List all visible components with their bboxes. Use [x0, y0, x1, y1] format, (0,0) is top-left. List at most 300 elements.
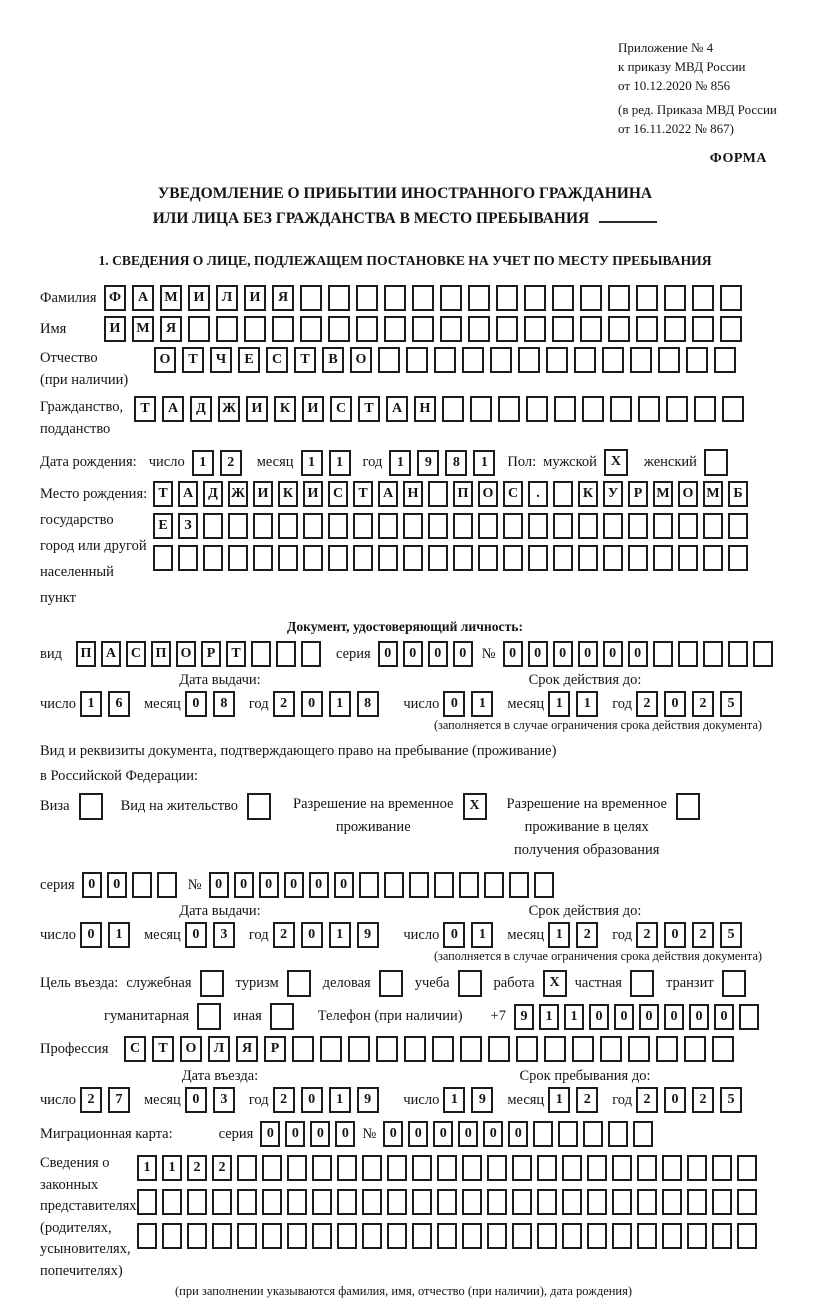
char-cell[interactable] — [503, 513, 523, 539]
char-cell[interactable] — [658, 347, 680, 373]
char-cell[interactable] — [678, 513, 698, 539]
char-cell[interactable]: Ж — [228, 481, 248, 507]
char-cell[interactable] — [600, 1036, 622, 1062]
char-cell[interactable]: О — [154, 347, 176, 373]
char-cell[interactable]: Н — [414, 396, 436, 422]
char-cell[interactable] — [303, 545, 323, 571]
char-cell[interactable] — [524, 285, 546, 311]
char-cell[interactable] — [694, 396, 716, 422]
char-cell[interactable]: 0 — [185, 1087, 207, 1113]
char-cell[interactable] — [132, 872, 152, 898]
char-cell[interactable]: 0 — [453, 641, 473, 667]
char-cell[interactable] — [653, 641, 673, 667]
char-cell[interactable] — [403, 513, 423, 539]
char-cell[interactable] — [487, 1189, 507, 1215]
char-cell[interactable] — [487, 1155, 507, 1181]
char-cell[interactable]: 0 — [260, 1121, 280, 1147]
char-cell[interactable]: Т — [358, 396, 380, 422]
char-cell[interactable]: X — [604, 449, 628, 476]
char-cell[interactable] — [612, 1189, 632, 1215]
char-cell[interactable] — [687, 1223, 707, 1249]
char-cell[interactable] — [490, 347, 512, 373]
char-cell[interactable]: 1 — [80, 691, 102, 717]
char-cell[interactable] — [602, 347, 624, 373]
char-cell[interactable] — [714, 347, 736, 373]
char-cell[interactable] — [312, 1223, 332, 1249]
char-cell[interactable] — [496, 285, 518, 311]
char-cell[interactable]: 0 — [383, 1121, 403, 1147]
char-cell[interactable] — [178, 545, 198, 571]
char-cell[interactable]: 0 — [528, 641, 548, 667]
char-cell[interactable] — [712, 1155, 732, 1181]
char-cell[interactable]: М — [160, 285, 182, 311]
char-cell[interactable] — [237, 1155, 257, 1181]
char-cell[interactable]: О — [180, 1036, 202, 1062]
char-cell[interactable]: 0 — [458, 1121, 478, 1147]
char-cell[interactable]: П — [151, 641, 171, 667]
char-cell[interactable] — [337, 1189, 357, 1215]
char-cell[interactable]: 0 — [664, 922, 686, 948]
char-cell[interactable]: 0 — [408, 1121, 428, 1147]
char-cell[interactable]: 2 — [273, 1087, 295, 1113]
char-cell[interactable] — [409, 872, 429, 898]
char-cell[interactable]: 2 — [636, 691, 658, 717]
char-cell[interactable]: З — [178, 513, 198, 539]
char-cell[interactable] — [262, 1155, 282, 1181]
char-cell[interactable] — [328, 513, 348, 539]
char-cell[interactable]: 1 — [192, 450, 214, 476]
char-cell[interactable] — [664, 285, 686, 311]
char-cell[interactable] — [664, 316, 686, 342]
char-cell[interactable] — [312, 1155, 332, 1181]
char-cell[interactable] — [587, 1155, 607, 1181]
char-cell[interactable]: 1 — [137, 1155, 157, 1181]
char-cell[interactable] — [662, 1189, 682, 1215]
char-cell[interactable]: 0 — [309, 872, 329, 898]
char-cell[interactable] — [437, 1155, 457, 1181]
char-cell[interactable]: 1 — [564, 1004, 584, 1030]
char-cell[interactable] — [356, 316, 378, 342]
char-cell[interactable] — [703, 513, 723, 539]
char-cell[interactable]: П — [76, 641, 96, 667]
char-cell[interactable]: 1 — [471, 691, 493, 717]
char-cell[interactable] — [692, 316, 714, 342]
char-cell[interactable] — [603, 513, 623, 539]
char-cell[interactable]: 2 — [636, 1087, 658, 1113]
char-cell[interactable]: 2 — [273, 691, 295, 717]
char-cell[interactable] — [628, 513, 648, 539]
char-cell[interactable]: С — [330, 396, 352, 422]
char-cell[interactable] — [684, 1036, 706, 1062]
char-cell[interactable] — [478, 513, 498, 539]
char-cell[interactable] — [387, 1189, 407, 1215]
char-cell[interactable]: Л — [208, 1036, 230, 1062]
char-cell[interactable] — [637, 1223, 657, 1249]
char-cell[interactable]: 0 — [503, 641, 523, 667]
char-cell[interactable]: 8 — [445, 450, 467, 476]
char-cell[interactable]: 2 — [576, 1087, 598, 1113]
char-cell[interactable] — [686, 347, 708, 373]
char-cell[interactable]: С — [328, 481, 348, 507]
char-cell[interactable] — [428, 481, 448, 507]
char-cell[interactable]: 2 — [212, 1155, 232, 1181]
char-cell[interactable]: 1 — [576, 691, 598, 717]
char-cell[interactable]: 2 — [576, 922, 598, 948]
char-cell[interactable] — [534, 872, 554, 898]
char-cell[interactable]: 5 — [720, 1087, 742, 1113]
char-cell[interactable] — [197, 1003, 221, 1030]
char-cell[interactable]: 0 — [185, 691, 207, 717]
char-cell[interactable] — [460, 1036, 482, 1062]
char-cell[interactable]: Р — [628, 481, 648, 507]
char-cell[interactable]: А — [378, 481, 398, 507]
char-cell[interactable] — [434, 872, 454, 898]
char-cell[interactable] — [378, 347, 400, 373]
char-cell[interactable] — [468, 316, 490, 342]
char-cell[interactable]: О — [478, 481, 498, 507]
char-cell[interactable] — [301, 641, 321, 667]
char-cell[interactable]: 0 — [301, 922, 323, 948]
char-cell[interactable] — [251, 641, 271, 667]
char-cell[interactable] — [162, 1189, 182, 1215]
char-cell[interactable] — [432, 1036, 454, 1062]
char-cell[interactable] — [253, 513, 273, 539]
char-cell[interactable]: 0 — [664, 1087, 686, 1113]
char-cell[interactable]: 0 — [664, 691, 686, 717]
char-cell[interactable] — [574, 347, 596, 373]
char-cell[interactable]: . — [528, 481, 548, 507]
char-cell[interactable] — [203, 545, 223, 571]
char-cell[interactable]: 0 — [589, 1004, 609, 1030]
char-cell[interactable] — [462, 1223, 482, 1249]
char-cell[interactable] — [572, 1036, 594, 1062]
char-cell[interactable] — [662, 1223, 682, 1249]
char-cell[interactable]: 0 — [301, 1087, 323, 1113]
char-cell[interactable] — [528, 513, 548, 539]
char-cell[interactable] — [653, 545, 673, 571]
char-cell[interactable]: 1 — [548, 1087, 570, 1113]
char-cell[interactable]: 1 — [108, 922, 130, 948]
char-cell[interactable] — [137, 1223, 157, 1249]
char-cell[interactable] — [608, 1121, 628, 1147]
char-cell[interactable] — [412, 1223, 432, 1249]
char-cell[interactable] — [637, 1155, 657, 1181]
char-cell[interactable]: С — [266, 347, 288, 373]
char-cell[interactable] — [387, 1155, 407, 1181]
char-cell[interactable] — [362, 1223, 382, 1249]
char-cell[interactable]: 0 — [310, 1121, 330, 1147]
char-cell[interactable]: 9 — [357, 1087, 379, 1113]
char-cell[interactable]: А — [386, 396, 408, 422]
char-cell[interactable]: 0 — [234, 872, 254, 898]
char-cell[interactable] — [587, 1189, 607, 1215]
char-cell[interactable] — [212, 1223, 232, 1249]
char-cell[interactable]: И — [188, 285, 210, 311]
char-cell[interactable]: Р — [201, 641, 221, 667]
char-cell[interactable] — [228, 545, 248, 571]
char-cell[interactable] — [582, 396, 604, 422]
char-cell[interactable]: 0 — [107, 872, 127, 898]
char-cell[interactable] — [328, 545, 348, 571]
char-cell[interactable]: 7 — [108, 1087, 130, 1113]
char-cell[interactable] — [712, 1189, 732, 1215]
char-cell[interactable] — [312, 1189, 332, 1215]
char-cell[interactable] — [384, 316, 406, 342]
char-cell[interactable]: О — [678, 481, 698, 507]
char-cell[interactable] — [537, 1189, 557, 1215]
char-cell[interactable]: X — [543, 970, 567, 997]
char-cell[interactable] — [628, 545, 648, 571]
char-cell[interactable] — [212, 1189, 232, 1215]
char-cell[interactable] — [662, 1155, 682, 1181]
char-cell[interactable] — [404, 1036, 426, 1062]
char-cell[interactable] — [440, 285, 462, 311]
char-cell[interactable]: 0 — [80, 922, 102, 948]
char-cell[interactable] — [583, 1121, 603, 1147]
char-cell[interactable]: Ч — [210, 347, 232, 373]
char-cell[interactable]: 1 — [329, 1087, 351, 1113]
char-cell[interactable]: И — [253, 481, 273, 507]
char-cell[interactable]: 5 — [720, 922, 742, 948]
char-cell[interactable] — [562, 1155, 582, 1181]
char-cell[interactable]: 0 — [433, 1121, 453, 1147]
char-cell[interactable]: Я — [236, 1036, 258, 1062]
char-cell[interactable] — [687, 1189, 707, 1215]
char-cell[interactable]: 2 — [636, 922, 658, 948]
char-cell[interactable]: 0 — [664, 1004, 684, 1030]
char-cell[interactable]: 1 — [473, 450, 495, 476]
char-cell[interactable] — [678, 641, 698, 667]
char-cell[interactable]: 0 — [284, 872, 304, 898]
char-cell[interactable] — [562, 1223, 582, 1249]
char-cell[interactable]: 9 — [471, 1087, 493, 1113]
char-cell[interactable] — [630, 970, 654, 997]
char-cell[interactable] — [287, 970, 311, 997]
char-cell[interactable]: 0 — [508, 1121, 528, 1147]
char-cell[interactable] — [498, 396, 520, 422]
char-cell[interactable]: 0 — [614, 1004, 634, 1030]
char-cell[interactable] — [376, 1036, 398, 1062]
char-cell[interactable] — [187, 1189, 207, 1215]
char-cell[interactable] — [453, 545, 473, 571]
char-cell[interactable]: 1 — [539, 1004, 559, 1030]
char-cell[interactable]: 5 — [720, 691, 742, 717]
char-cell[interactable] — [442, 396, 464, 422]
char-cell[interactable] — [287, 1189, 307, 1215]
char-cell[interactable] — [558, 1121, 578, 1147]
char-cell[interactable]: Т — [182, 347, 204, 373]
char-cell[interactable] — [524, 316, 546, 342]
char-cell[interactable]: 0 — [714, 1004, 734, 1030]
char-cell[interactable] — [353, 545, 373, 571]
char-cell[interactable]: В — [322, 347, 344, 373]
char-cell[interactable] — [262, 1223, 282, 1249]
char-cell[interactable] — [153, 545, 173, 571]
char-cell[interactable] — [739, 1004, 759, 1030]
char-cell[interactable]: 1 — [389, 450, 411, 476]
char-cell[interactable]: 0 — [578, 641, 598, 667]
char-cell[interactable] — [528, 545, 548, 571]
char-cell[interactable] — [287, 1223, 307, 1249]
char-cell[interactable]: 2 — [80, 1087, 102, 1113]
char-cell[interactable]: 1 — [301, 450, 323, 476]
char-cell[interactable] — [412, 1155, 432, 1181]
char-cell[interactable]: 9 — [357, 922, 379, 948]
char-cell[interactable]: Ф — [104, 285, 126, 311]
char-cell[interactable]: 0 — [639, 1004, 659, 1030]
char-cell[interactable] — [157, 872, 177, 898]
char-cell[interactable] — [453, 513, 473, 539]
char-cell[interactable] — [554, 396, 576, 422]
char-cell[interactable] — [287, 1155, 307, 1181]
char-cell[interactable]: Т — [152, 1036, 174, 1062]
char-cell[interactable] — [188, 316, 210, 342]
char-cell[interactable]: 1 — [329, 450, 351, 476]
char-cell[interactable]: Д — [190, 396, 212, 422]
char-cell[interactable] — [468, 285, 490, 311]
char-cell[interactable]: Д — [203, 481, 223, 507]
char-cell[interactable] — [337, 1155, 357, 1181]
char-cell[interactable] — [512, 1155, 532, 1181]
char-cell[interactable]: Я — [160, 316, 182, 342]
char-cell[interactable] — [328, 285, 350, 311]
char-cell[interactable]: Т — [153, 481, 173, 507]
char-cell[interactable] — [737, 1155, 757, 1181]
char-cell[interactable] — [737, 1223, 757, 1249]
char-cell[interactable] — [728, 513, 748, 539]
char-cell[interactable]: 2 — [692, 922, 714, 948]
char-cell[interactable] — [712, 1223, 732, 1249]
char-cell[interactable] — [262, 1189, 282, 1215]
char-cell[interactable] — [637, 1189, 657, 1215]
char-cell[interactable] — [666, 396, 688, 422]
char-cell[interactable] — [272, 316, 294, 342]
char-cell[interactable] — [247, 793, 271, 820]
char-cell[interactable]: М — [653, 481, 673, 507]
char-cell[interactable]: 0 — [443, 691, 465, 717]
char-cell[interactable]: Л — [216, 285, 238, 311]
char-cell[interactable] — [633, 1121, 653, 1147]
char-cell[interactable] — [412, 316, 434, 342]
char-cell[interactable] — [270, 1003, 294, 1030]
char-cell[interactable]: 0 — [301, 691, 323, 717]
char-cell[interactable] — [362, 1189, 382, 1215]
char-cell[interactable] — [458, 970, 482, 997]
char-cell[interactable]: К — [278, 481, 298, 507]
char-cell[interactable]: 0 — [428, 641, 448, 667]
char-cell[interactable]: Р — [264, 1036, 286, 1062]
char-cell[interactable] — [516, 1036, 538, 1062]
char-cell[interactable]: Ж — [218, 396, 240, 422]
char-cell[interactable] — [237, 1223, 257, 1249]
char-cell[interactable] — [728, 545, 748, 571]
char-cell[interactable] — [553, 513, 573, 539]
char-cell[interactable] — [578, 545, 598, 571]
char-cell[interactable] — [544, 1036, 566, 1062]
char-cell[interactable] — [608, 285, 630, 311]
char-cell[interactable] — [728, 641, 748, 667]
char-cell[interactable] — [656, 1036, 678, 1062]
char-cell[interactable] — [512, 1223, 532, 1249]
char-cell[interactable] — [653, 513, 673, 539]
char-cell[interactable]: 2 — [220, 450, 242, 476]
char-cell[interactable] — [703, 641, 723, 667]
char-cell[interactable]: 1 — [548, 922, 570, 948]
char-cell[interactable] — [484, 872, 504, 898]
char-cell[interactable]: X — [463, 793, 487, 820]
char-cell[interactable] — [737, 1189, 757, 1215]
char-cell[interactable] — [704, 449, 728, 476]
char-cell[interactable]: 0 — [185, 922, 207, 948]
char-cell[interactable]: 1 — [329, 691, 351, 717]
char-cell[interactable]: 2 — [692, 1087, 714, 1113]
char-cell[interactable] — [300, 316, 322, 342]
char-cell[interactable]: Я — [272, 285, 294, 311]
char-cell[interactable] — [137, 1189, 157, 1215]
char-cell[interactable]: 8 — [213, 691, 235, 717]
char-cell[interactable]: О — [350, 347, 372, 373]
char-cell[interactable] — [712, 1036, 734, 1062]
char-cell[interactable] — [720, 285, 742, 311]
char-cell[interactable] — [562, 1189, 582, 1215]
char-cell[interactable] — [687, 1155, 707, 1181]
char-cell[interactable] — [720, 316, 742, 342]
char-cell[interactable]: 0 — [378, 641, 398, 667]
char-cell[interactable]: Т — [294, 347, 316, 373]
char-cell[interactable] — [553, 481, 573, 507]
char-cell[interactable] — [348, 1036, 370, 1062]
char-cell[interactable] — [253, 545, 273, 571]
char-cell[interactable] — [518, 347, 540, 373]
char-cell[interactable] — [337, 1223, 357, 1249]
char-cell[interactable] — [578, 513, 598, 539]
char-cell[interactable] — [384, 872, 404, 898]
char-cell[interactable]: 0 — [483, 1121, 503, 1147]
char-cell[interactable] — [692, 285, 714, 311]
char-cell[interactable]: К — [274, 396, 296, 422]
char-cell[interactable] — [300, 285, 322, 311]
char-cell[interactable]: 1 — [443, 1087, 465, 1113]
char-cell[interactable] — [753, 641, 773, 667]
char-cell[interactable] — [437, 1189, 457, 1215]
char-cell[interactable] — [162, 1223, 182, 1249]
char-cell[interactable] — [580, 285, 602, 311]
char-cell[interactable] — [496, 316, 518, 342]
char-cell[interactable] — [638, 396, 660, 422]
char-cell[interactable]: А — [101, 641, 121, 667]
char-cell[interactable] — [278, 545, 298, 571]
char-cell[interactable] — [676, 793, 700, 820]
char-cell[interactable] — [553, 545, 573, 571]
char-cell[interactable]: Е — [238, 347, 260, 373]
char-cell[interactable]: 6 — [108, 691, 130, 717]
char-cell[interactable] — [612, 1223, 632, 1249]
char-cell[interactable] — [328, 316, 350, 342]
char-cell[interactable] — [603, 545, 623, 571]
char-cell[interactable] — [292, 1036, 314, 1062]
char-cell[interactable]: 2 — [273, 922, 295, 948]
char-cell[interactable] — [526, 396, 548, 422]
char-cell[interactable]: 0 — [689, 1004, 709, 1030]
char-cell[interactable] — [278, 513, 298, 539]
char-cell[interactable] — [636, 316, 658, 342]
char-cell[interactable]: 0 — [443, 922, 465, 948]
char-cell[interactable] — [359, 872, 379, 898]
char-cell[interactable]: 0 — [403, 641, 423, 667]
char-cell[interactable]: Т — [226, 641, 246, 667]
char-cell[interactable]: Е — [153, 513, 173, 539]
char-cell[interactable] — [636, 285, 658, 311]
